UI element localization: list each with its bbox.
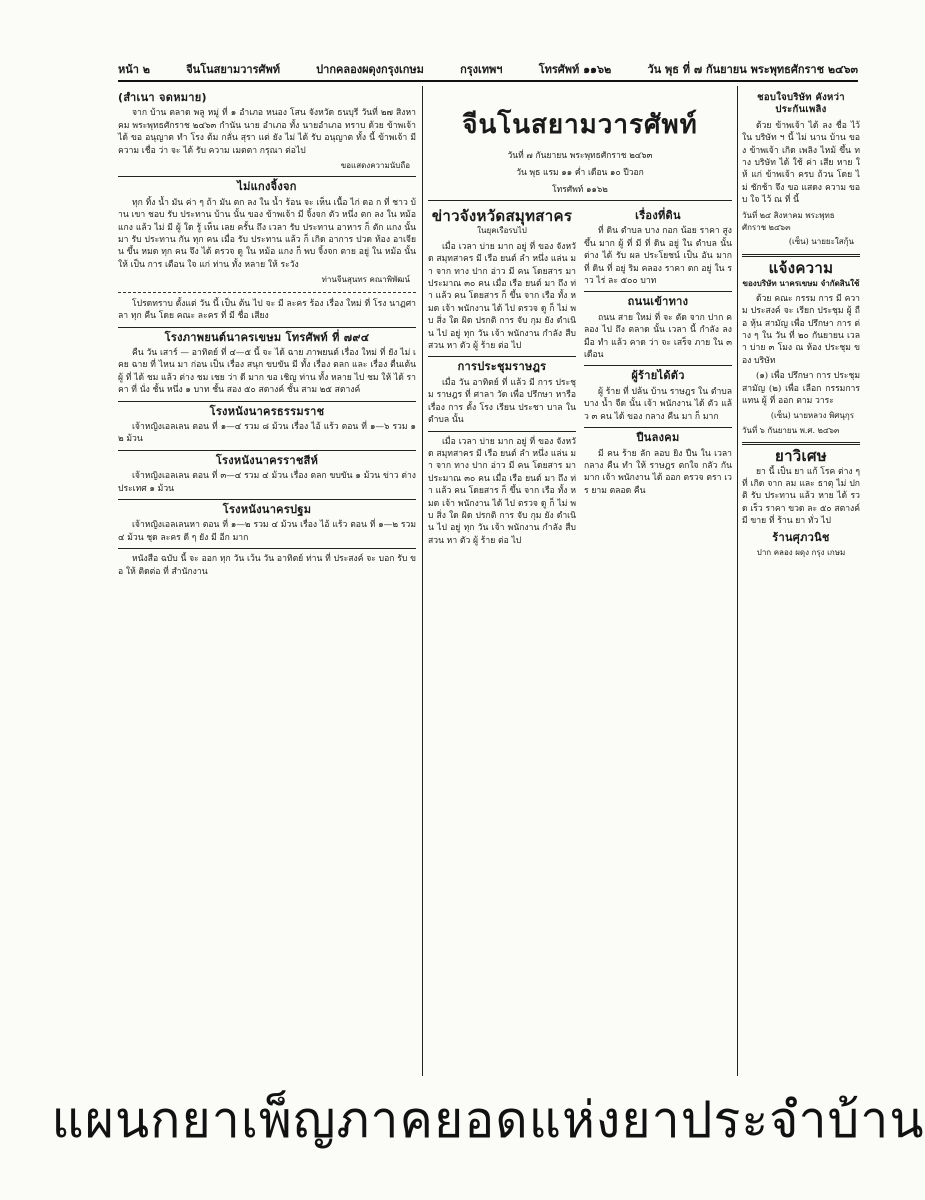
header-phone: โทรศัพท์ ๑๑๖๒ xyxy=(538,63,612,76)
page-header xyxy=(118,58,858,82)
bottom-banner-advertisement: แผนกยาเพ็ญภาคยอดแห่งยาประจำบ้าน xyxy=(51,1090,925,1149)
signature: (เซ็น) นายยะใสกุ้น xyxy=(788,237,854,247)
divider xyxy=(584,365,732,366)
article-body: เมื่อ วัน อาทิตย์ ที่ แล้ว มี การ ประชุม ราษฎร ที่ ศาลา วัด เพื่อ ปรึกษา หารือ เรื่อง การ ตั้ง โรง เรียน ประชา บาล ใน ตำบล นั้น xyxy=(428,377,576,426)
article-body: โปรดทราบ ตั้งแต่ วัน นี้ เป็น ต้น ไป จะ มี ละคร ร้อง เรื่อง ใหม่ ที่ โรง นาฏศาลา ทุก คืน โดย คณะ ละคร ที่ มี ชื่อ เสียง xyxy=(118,298,416,322)
section-subtitle: ของบริษัท นาครเขษม จำกัดสินใช้ xyxy=(742,278,860,289)
article-body: จาก บ้าน ตลาด พลู หมู่ ที่ ๑ อำเภอ หนอง โสน จังหวัด ธนบุรี วันที่ ๒๗ สิงหาคม พระพุทธศักราช ๒๔๖๓ กำนัน นาย อำเภอ ทั้ง นายอำเภอ ทราบ ด้วย ข้าพเจ้า ได้ ขอ อนุญาต ทำ โรง ต้ม กลั่น สุรา แต่ ยัง ไม่ ได้ รับ อนุญาต ทั้ง นี้ ข้าพเจ้า มี ความ เชื่อ ว่า จะ ได้ รับ ความ เมตตา กรุณา ต่อไป xyxy=(118,108,416,156)
section-title: โรงหนังนาครราชสีห์ xyxy=(215,453,319,467)
divider xyxy=(584,291,732,292)
header-section: จีนโนสยามวารศัพท์ xyxy=(186,63,280,76)
section-title: การประชุมราษฎร xyxy=(457,360,547,374)
shop-name: ร้านศุภวนิช xyxy=(772,530,830,544)
section-title: โรงภาพยนต์นาครเขษม โทรศัพท์ ที่ ๗๙๔ xyxy=(164,330,370,344)
article-body: ถนน สาย ใหม่ ที่ จะ ตัด จาก ปาก คลอง ไป ถึง ตลาด นั้น เวลา นี้ กำลัง ลง มือ ทำ แล้ว คาด ว่า จะ เสร็จ ภาย ใน ๓ เดือน xyxy=(584,312,732,361)
section-title: ถนนเข้าทาง xyxy=(627,295,689,309)
masthead-phone: โทรศัพท์ ๑๑๖๒ xyxy=(552,185,608,195)
signature: ขอแสดงความนับถือ xyxy=(340,161,410,171)
article-body: ยา นี้ เป็น ยา แก้ โรค ต่าง ๆ ที่ เกิด จาก ลม และ ธาตุ ไม่ ปกติ รับ ประทาน แล้ว หาย ได้ รวด เร็ว ราคา ขวด ละ ๕๐ สตางค์ มี ขาย ที่ ร้าน ยา ทั่ว ไป xyxy=(742,466,860,527)
header-date: วัน พุธ ที่ ๗ กันยายน พระพุทธศักราช ๒๔๖๓ xyxy=(647,63,858,76)
article-body: เมื่อ เวลา บ่าย มาก อยู่ ที่ ของ จังหวัด สมุทสาคร มี เรือ ยนต์ ลำ หนึ่ง แล่น มา จาก ทาง ปาก อ่าว มี คน โดยสาร มา ประมาณ ๓๐ คน เมื่อ เรือ ยนต์ มา ถึง ท่า แล้ว คน โดยสาร ก็ ขึ้น จาก เรือ ทั้ง หมด เจ้า พนักงาน ได้ ไป ตรวจ ดู ก็ ไม่ พบ สิ่ง ใด ผิด ปรกติ การ จับ กุม ยัง ดำเนิน ไป อยู่ ทุก วัน เจ้า พนักงาน กำลัง สืบ สวน หา ตัว ผู้ ร้าย ต่อ ไป xyxy=(428,436,576,546)
divider xyxy=(584,427,732,428)
masthead-title: จีนโนสยามวารศัพท์ xyxy=(462,110,698,140)
masthead-date: วันที่ ๗ กันยายน พระพุทธศักราช ๒๔๖๓ xyxy=(507,151,653,161)
left-column xyxy=(118,88,416,1074)
article-body: ผู้ ร้าย ที่ ปล้น บ้าน ราษฎร ใน ตำบล บาง น้ำ จืด นั้น เจ้า พนักงาน ได้ ตัว แล้ว ๓ คน ได้ ของ กลาง คืน มา ก็ มาก xyxy=(584,386,732,422)
shop-address: ปาก คลอง ผดุง กรุง เกษม xyxy=(756,548,846,557)
divider xyxy=(742,254,860,257)
section-title: ยาวิเศษ xyxy=(775,447,827,466)
date-line: วันที่ ๒๔ สิงหาคม พระพุทธศักราช ๒๔๖๓ xyxy=(742,210,835,233)
divider xyxy=(118,548,416,549)
header-office: ปากคลองผดุงกรุงเกษม xyxy=(316,63,424,76)
section-title: แจ้งความ xyxy=(768,258,834,277)
agenda-items: (๑) เพื่อ ปรึกษา การ ประชุม สามัญ (๒) เพื่อ เลือก กรรมการ แทน ผู้ ที่ ออก ตาม วาระ xyxy=(742,371,860,406)
section-title: ชอบใจบริษัท คังหว่า ประกันเพลิง xyxy=(757,92,845,116)
section-subtitle: ในยุคเรือรบไป xyxy=(477,226,527,236)
section-title: ไม่แกงจิ้งจก xyxy=(237,180,297,194)
section-title: (สำเนา จดหมาย) xyxy=(118,91,207,104)
signature: (เซ็น) นายหลวง พิศนุกุร xyxy=(770,411,854,421)
masthead xyxy=(428,90,732,201)
section-title: ข่าวจังหวัดสมุทสาคร xyxy=(431,207,573,225)
section-title: โรงหนังนาครปฐม xyxy=(222,502,312,516)
article-body: ที่ ดิน ตำบล บาง กอก น้อย ราคา สูง ขึ้น มาก ผู้ ที่ มี ที่ ดิน อยู่ ใน ตำบล นั้น ต่าง ได้ รับ ผล ประโยชน์ เป็น อัน มาก ที่ ดิน ที่ อยู่ ริม คลอง ราคา ตก อยู่ ใน ราว ไร่ ละ ๕๐๐ บาท xyxy=(584,226,732,287)
middle-column-a xyxy=(428,206,576,1072)
section-title: ผู้ร้ายได้ตัว xyxy=(631,369,685,383)
divider xyxy=(118,327,416,328)
article-body: ด้วย ข้าพเจ้า ได้ ลง ชื่อ ไว้ ใน บริษัท ฯ นี้ ไม่ นาน บ้าน ของ ข้าพเจ้า เกิด เพลิง ไหม้ ขึ้น ทาง บริษัท ได้ ใช้ ค่า เสีย หาย ให้ แก่ ข้าพเจ้า ครบ ถ้วน โดย ไม่ ชักช้า จึง ขอ แสดง ความ ขอบ ใจ ไว้ ณ ที่ นี้ xyxy=(742,120,860,206)
article-body: ด้วย คณะ กรรม การ มี ความ ประสงค์ จะ เรียก ประชุม ผู้ ถือ หุ้น สามัญ เพื่อ ปรึกษา การ ต่าง ๆ ใน วัน ที่ ๒๐ กันยายน เวลา บ่าย ๓ โมง ณ ห้อง ประชุม ของ บริษัท xyxy=(742,293,860,366)
divider xyxy=(118,176,416,177)
article-body: มี คน ร้าย ลัก ลอบ ยิง ปืน ใน เวลา กลาง คืน ทำ ให้ ราษฎร ตกใจ กลัว กัน มาก เจ้า พนักงาน ได้ ออก ตรวจ ตรา เวร ยาม ตลอด คืน xyxy=(584,448,732,496)
article-body: หนังสือ ฉบับ นี้ จะ ออก ทุก วัน เว้น วัน อาทิตย์ ท่าน ที่ ประสงค์ จะ บอก รับ ขอ ให้ ติดต่อ ที่ สำนักงาน xyxy=(118,554,416,577)
divider xyxy=(118,450,416,451)
divider xyxy=(118,401,416,402)
divider xyxy=(118,292,416,293)
signature: ท่านจีนสุนทร คณาพิพัฒน์ xyxy=(321,275,410,285)
header-page-number: หน้า ๒ xyxy=(118,63,151,76)
article-body: ทุก ทิ้ง น้ำ มัน ค่า ๆ ถ้า มัน ตก ลง ใน น้ำ ร้อน จะ เห็น เนื้อ ไก่ ดอ ก ที่ ชาว บ้าน เขา ชอบ รับ ประทาน บ้าน นั้น ของ ข้าพเจ้า มี จิ้งจก ตัว หนึ่ง ตก ลง ใน หม้อ แกง แล้ว ไม่ มี ผู้ ใด รู้ เห็น เลย ครั้น ถึง เวลา รับ ประทาน อาหาร ก็ ตัก แกง นั้น มา รับ ประทาน กัน ทุก คน เมื่อ รับ ประทาน แล้ว ก็ เกิด อาการ ปวด ท้อง อาเจียน ขึ้น หมด ทุก คน จึง ได้ ตรวจ ดู ใน หม้อ แกง ก็ พบ จิ้งจก ตาย อยู่ ใน หม้อ นั้น ให้ เป็น การ เตือน ใจ แก่ ท่าน ทั้ง หลาย ให้ ระวัง xyxy=(118,197,416,270)
date-line: วันที่ ๖ กันยายน พ.ศ. ๒๔๖๓ xyxy=(742,425,840,435)
article-body: เจ้าหญิงเอลเลน ตอน ที่ ๓—๔ รวม ๔ ม้วน เรื่อง ตลก ขบขัน ๑ ม้วน ข่าว ต่าง ประเทศ ๑ ม้วน xyxy=(118,471,416,494)
column-divider xyxy=(422,86,423,1076)
divider xyxy=(118,499,416,500)
article-body: เจ้าหญิงเอลเลนหา ตอน ที่ ๑—๒ รวม ๔ ม้วน เรื่อง ไอ้ แร้ว ตอน ที่ ๑—๒ รวม ๔ ม้วน ชุด ละคร ดี ๆ ยัง มี อีก มาก xyxy=(118,520,416,543)
section-title: เรื่องที่ดิน xyxy=(635,209,681,222)
masthead-lunar-date: วัน พุธ แรม ๑๑ ค่ำ เดือน ๑๐ ปีวอก xyxy=(516,168,644,178)
column-divider xyxy=(737,86,738,1076)
article-body: คืน วัน เสาร์ — อาทิตย์ ที่ ๔—๕ นี้ จะ ได้ ฉาย ภาพยนต์ เรื่อง ใหม่ ที่ ยัง ไม่ เคย ฉาย ที่ ไหน มา ก่อน เป็น เรื่อง สนุก ขบขัน มี ทั้ง เรื่อง ตลก และ เรื่อง ตื่นเต้น ผู้ ที่ ได้ ชม แล้ว ต่าง ชม เชย ว่า ดี มาก ขอ เชิญ ท่าน ทั้ง หลาย ไป ชม ให้ ได้ ราคา ที่ นั่ง ชั้น หนึ่ง ๑ บาท ชั้น สอง ๕๐ สตางค์ ชั้น สาม ๒๕ สตางค์ xyxy=(118,347,416,396)
article-body: เจ้าหญิงเอลเลน ตอน ที่ ๑—๔ รวม ๘ ม้วน เรื่อง ไอ้ แร้ว ตอน ที่ ๑—๖ รวม ๑๒ ม้วน xyxy=(118,421,416,445)
article-body: เมื่อ เวลา บ่าย มาก อยู่ ที่ ของ จังหวัด สมุทสาคร มี เรือ ยนต์ ลำ หนึ่ง แล่น มา จาก ทาง ปาก อ่าว มี คน โดยสาร มา ประมาณ ๓๐ คน เมื่อ เรือ ยนต์ มา ถึง ท่า แล้ว คน โดยสาร ก็ ขึ้น จาก เรือ ทั้ง หมด เจ้า พนักงาน ได้ ไป ตรวจ ดู ก็ ไม่ พบ สิ่ง ใด ผิด ปรกติ การ จับ กุม ยัง ดำเนิน ไป อยู่ ทุก วัน เจ้า พนักงาน กำลัง สืบ สวน หา ตัว ผู้ ร้าย ต่อ ไป xyxy=(428,241,576,352)
right-column xyxy=(742,88,860,1074)
header-city: กรุงเทพฯ xyxy=(460,63,503,76)
divider xyxy=(742,442,860,445)
divider xyxy=(428,431,576,432)
divider xyxy=(428,356,576,357)
section-title: ปืนลงคม xyxy=(636,431,680,445)
middle-column-b xyxy=(584,206,732,1072)
section-title: โรงหนังนาครธรรมราช xyxy=(209,404,325,418)
